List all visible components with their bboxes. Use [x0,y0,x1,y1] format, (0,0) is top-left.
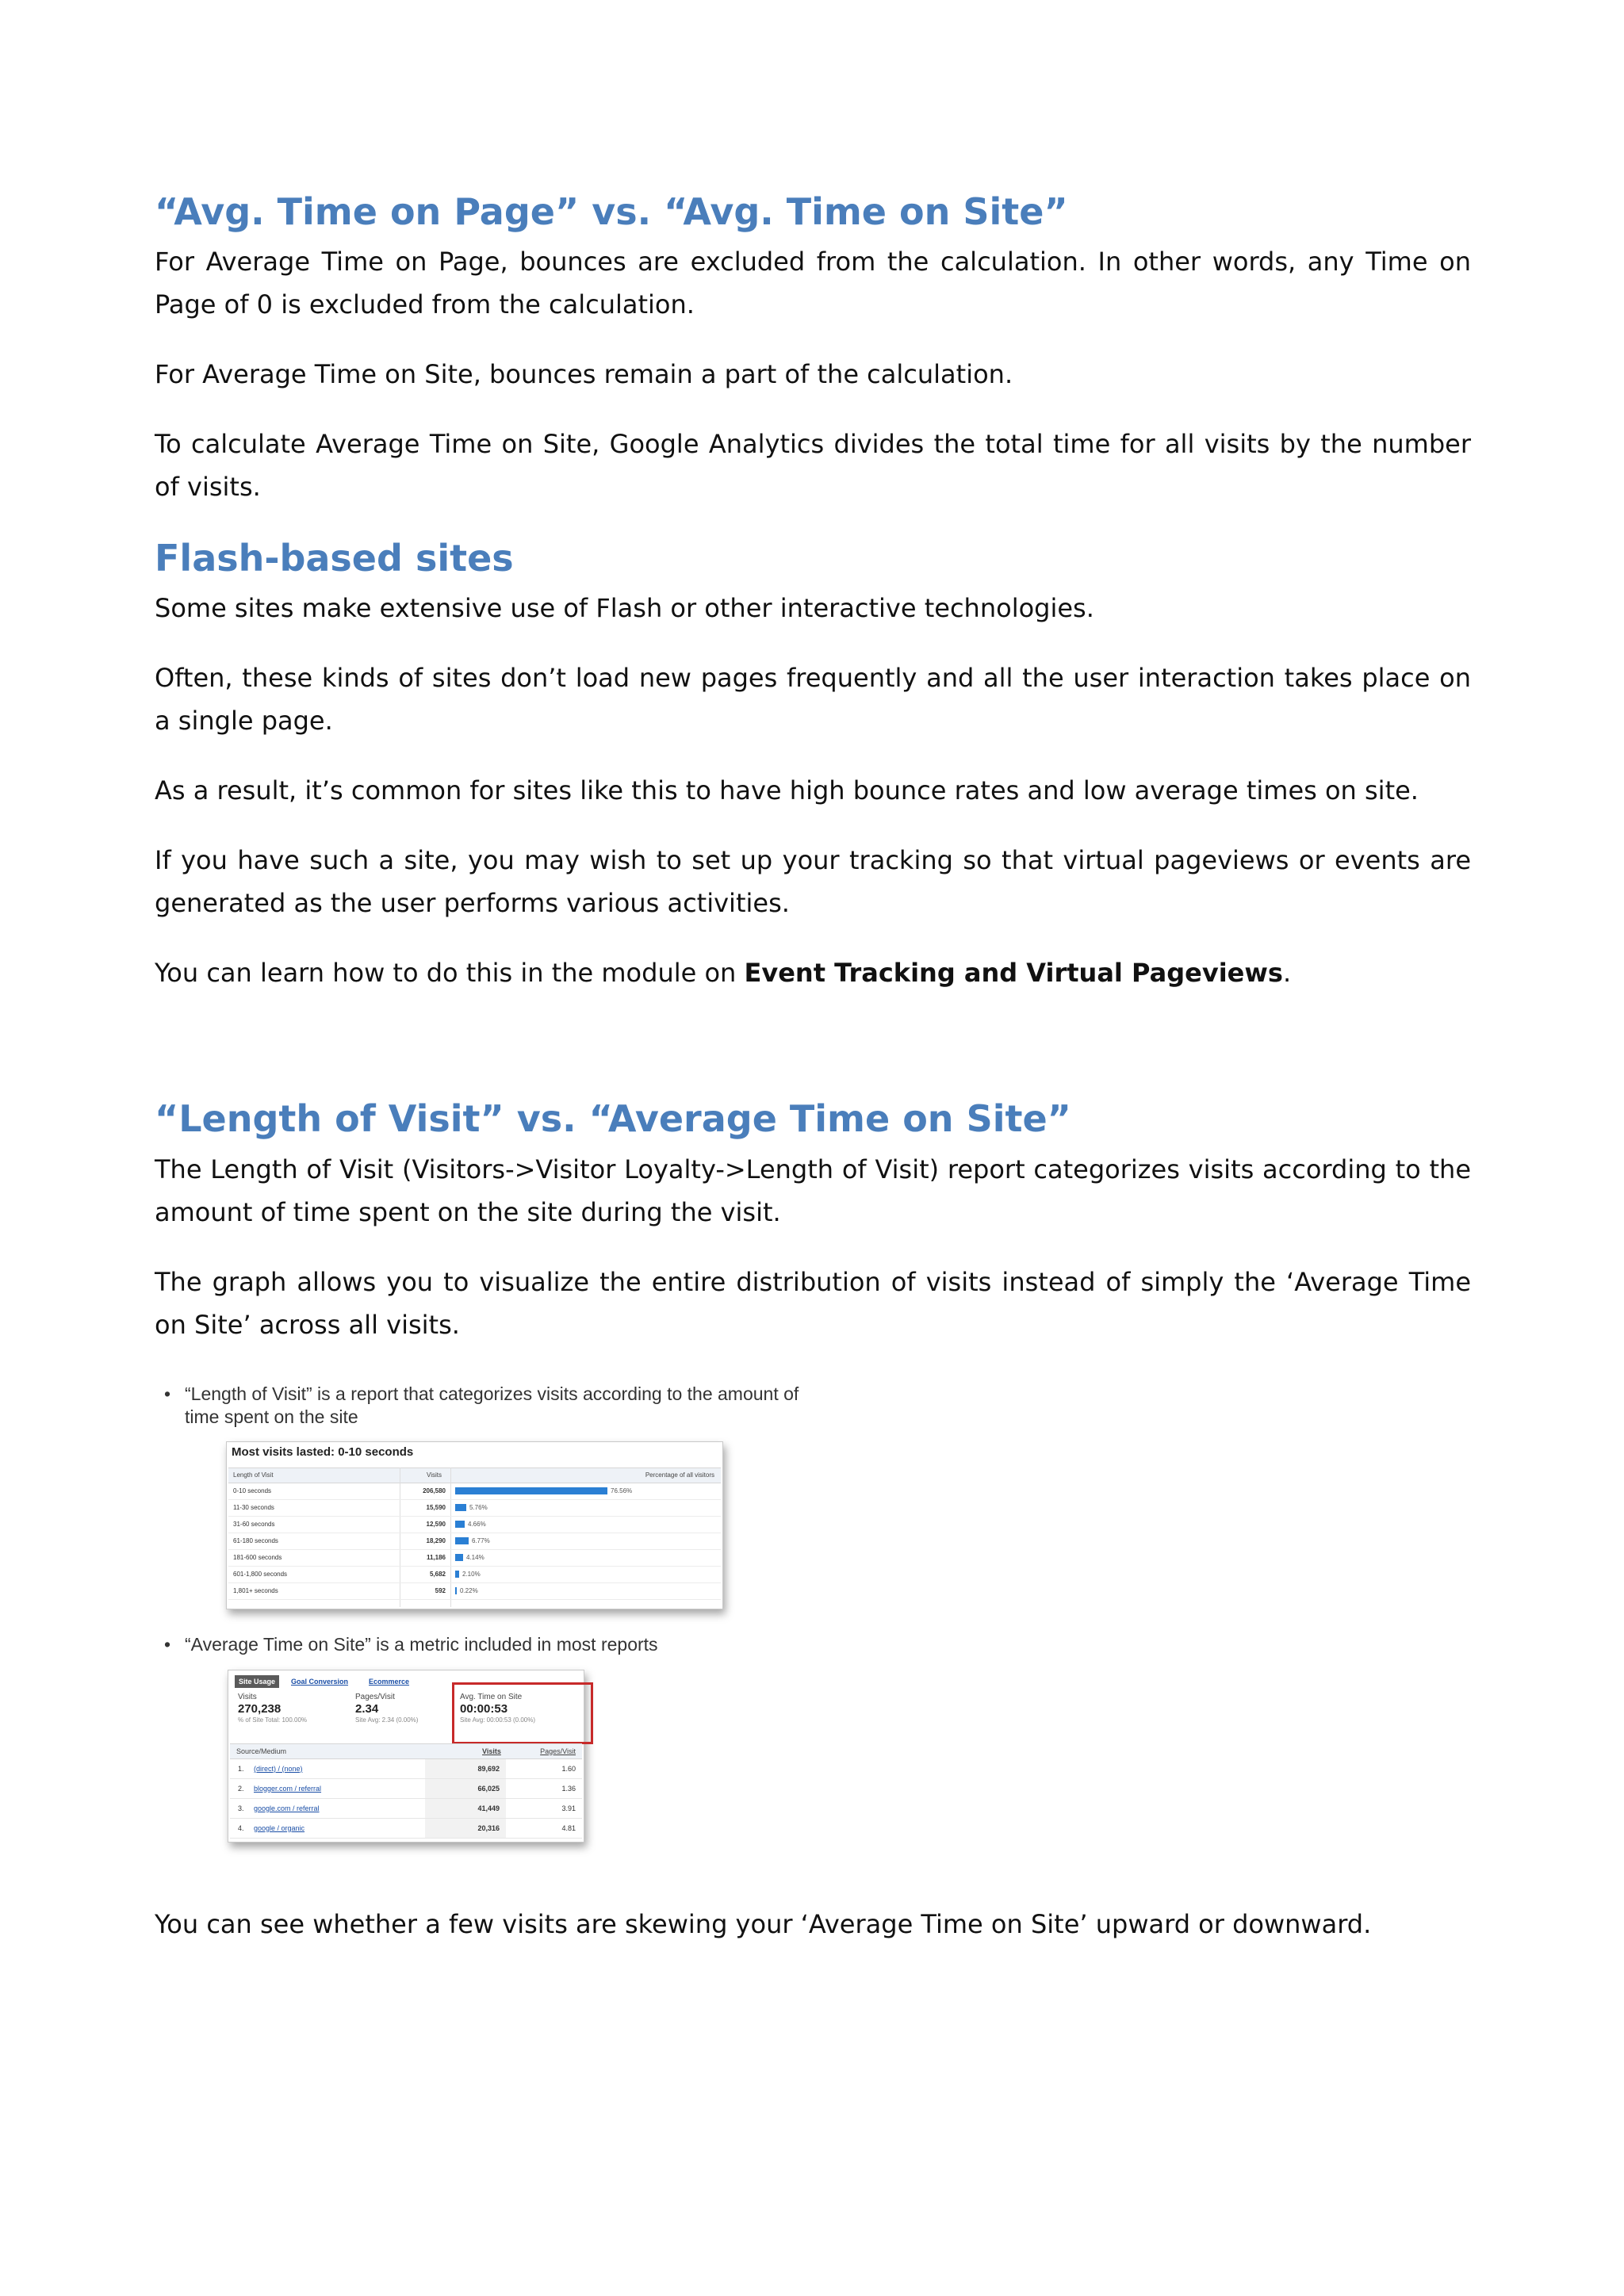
row-label: 31-60 seconds [233,1520,275,1528]
embedded-slide-figure [155,1383,908,1882]
table-row [228,1483,721,1500]
row-visits: 12,590 [426,1520,446,1528]
row-visits: 20,316 [477,1823,500,1832]
tab-ecommerce[interactable]: Ecommerce [369,1677,410,1686]
row-pages-per-visit: 3.91 [561,1804,576,1812]
metric-label: Pages/Visit [355,1692,395,1701]
column-header: Length of Visit [233,1471,274,1479]
row-number: 3. [238,1804,244,1812]
table-row [228,1550,721,1567]
row-percentage: 5.76% [469,1503,488,1511]
column-header: Visits [427,1471,442,1479]
percentage-bar [455,1554,463,1561]
percentage-bar [455,1571,459,1578]
table-header [230,1743,582,1759]
tab-goal-conversion[interactable]: Goal Conversion [291,1677,349,1686]
row-label: 11-30 seconds [233,1503,274,1511]
section-heading-length-of-visit: “Length of Visit” vs. “Average Time on Site” [155,1097,1071,1141]
row-percentage: 4.66% [468,1520,486,1528]
report-title: Most visits lasted: 0-10 seconds [232,1445,414,1459]
row-percentage: 2.10% [462,1570,481,1578]
section-heading-flash-sites: Flash-based sites [155,537,514,580]
metric-value: 2.34 [355,1701,379,1716]
paragraph: The Length of Visit (Visitors->Visitor Loyalty->Length of Visit) report categorizes visits according to the amount of time spent on the site during the visit. [155,1154,1471,1227]
row-label: 601-1,800 seconds [233,1570,288,1578]
table-row [230,1759,582,1779]
closing-paragraph: You can see whether a few visits are skewing your ‘Average Time on Site’ upward or downward. [155,1908,1372,1939]
row-pages-per-visit: 1.60 [561,1764,576,1773]
row-number: 1. [238,1764,244,1773]
row-label: 0-10 seconds [233,1487,272,1494]
percentage-bar [455,1587,457,1594]
paragraph: If you have such a site, you may wish to set up your tracking so that virtual pageviews or events are generated as the user performs various activities. [155,845,1471,919]
table-header [228,1468,721,1483]
table-row [230,1799,582,1819]
row-label: 1,801+ seconds [233,1586,278,1594]
column-header: Source/Medium [236,1747,287,1755]
metric-subtext: Site Avg: 2.34 (0.00%) [355,1716,419,1724]
column-header: Percentage of all visitors [645,1471,714,1479]
metric-label: Avg. Time on Site [460,1692,523,1701]
row-pages-per-visit: 4.81 [561,1823,576,1832]
source-medium-link[interactable]: (direct) / (none) [254,1764,303,1773]
table-row [228,1567,721,1583]
metric-pages-per-visit [355,1693,418,1724]
metric-value: 270,238 [238,1701,282,1716]
bullet-icon: • [164,1383,171,1404]
percentage-bar [455,1521,465,1528]
bullet-text: time spent on the site [185,1406,358,1427]
row-percentage: 4.14% [466,1553,485,1561]
column-header-sortable[interactable]: Pages/Visit [540,1747,576,1755]
metric-value: 00:00:53 [460,1701,508,1716]
paragraph: As a result, it’s common for sites like this to have high bounce rates and low average times on site. [155,775,1419,806]
row-visits: 15,590 [426,1503,446,1511]
row-visits: 18,290 [426,1536,446,1544]
paragraph: To calculate Average Time on Site, Google Analytics divides the total time for all visits by the number of visits. [155,429,1471,503]
source-medium-link[interactable]: google / organic [254,1823,305,1832]
table-row [230,1779,582,1799]
row-pages-per-visit: 1.36 [561,1784,576,1793]
bullet-icon: • [164,1633,171,1655]
column-header-sortable[interactable]: Visits [482,1747,501,1755]
row-percentage: 76.56% [611,1487,633,1494]
row-number: 2. [238,1784,244,1793]
source-medium-link[interactable]: blogger.com / referral [254,1784,322,1793]
paragraph: For Average Time on Page, bounces are excluded from the calculation. In other words, any Time on Page of 0 is excluded from the calculation. [155,247,1471,320]
percentage-bar [455,1537,469,1544]
page-content [155,190,1471,1946]
row-label: 61-180 seconds [233,1536,278,1544]
row-number: 4. [238,1823,244,1832]
highlight-box [452,1682,593,1744]
paragraph: Often, these kinds of sites don’t load new pages frequently and all the user interaction takes place on a single page. [155,663,1471,737]
paragraph-module-reference [155,951,1471,994]
row-visits: 5,682 [429,1570,446,1578]
paragraph: For Average Time on Site, bounces remain a part of the calculation. [155,359,1013,390]
metric-subtext: Site Avg: 00:00:53 (0.00%) [460,1716,536,1724]
row-label: 181-600 seconds [233,1553,282,1561]
row-visits: 41,449 [477,1804,500,1812]
row-visits: 66,025 [477,1784,500,1793]
row-percentage: 6.77% [472,1536,490,1544]
site-usage-report [228,1670,584,1843]
table-row [228,1517,721,1533]
text: . [1282,958,1292,989]
section-heading-avg-time: “Avg. Time on Page” vs. “Avg. Time on Site” [155,190,1068,233]
row-visits: 206,580 [423,1487,446,1494]
percentage-bar [455,1504,466,1511]
table-row [228,1533,721,1550]
length-of-visit-report [226,1441,723,1609]
percentage-bar [455,1487,607,1494]
bullet-text: “Average Time on Site” is a metric included in most reports [185,1633,658,1655]
table-row [228,1500,721,1517]
metric-label: Visits [238,1692,257,1701]
row-visits: 89,692 [477,1764,500,1773]
module-name: Event Tracking and Virtual Pageviews [744,958,1283,989]
text: You can learn how to do this in the module on [155,958,745,989]
table-row [230,1819,582,1839]
source-medium-link[interactable]: google.com / referral [254,1804,320,1812]
row-percentage: 0.22% [460,1586,478,1594]
tab-site-usage[interactable]: Site Usage [235,1675,279,1688]
paragraph: Some sites make extensive use of Flash or other interactive technologies. [155,593,1094,624]
row-visits: 592 [435,1586,446,1594]
row-visits: 11,186 [426,1553,446,1561]
bullet-text: “Length of Visit” is a report that categorizes visits according to the amount of [185,1383,799,1404]
paragraph: The graph allows you to visualize the entire distribution of visits instead of simply the ‘Average Time on Site’ across all visits. [155,1266,1471,1340]
table-row [228,1583,721,1600]
metric-subtext: % of Site Total: 100.00% [238,1716,308,1724]
metric-visits [238,1693,307,1724]
